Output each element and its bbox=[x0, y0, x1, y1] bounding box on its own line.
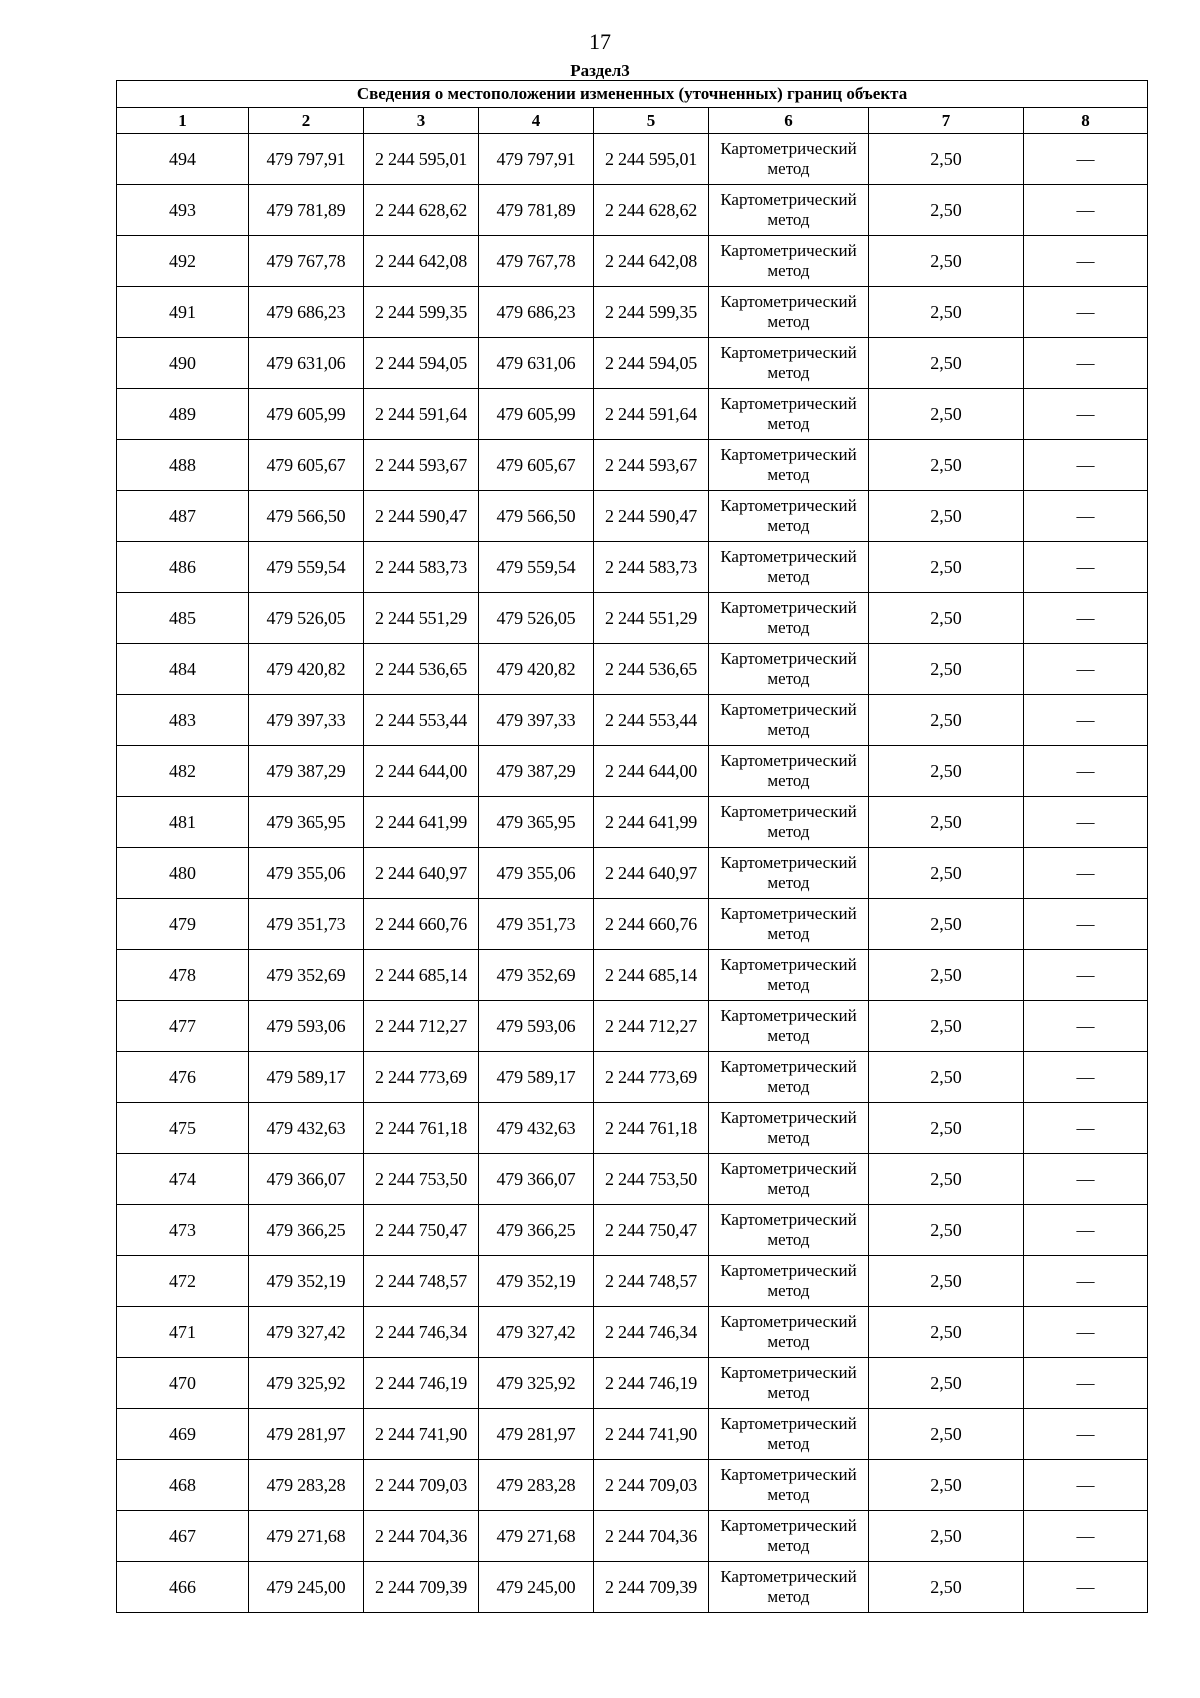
refined-y-cell: 2 244 536,65 bbox=[594, 644, 709, 695]
existing-x-cell: 479 387,29 bbox=[249, 746, 364, 797]
existing-y-cell: 2 244 660,76 bbox=[364, 899, 479, 950]
note-cell: — bbox=[1024, 389, 1148, 440]
refined-x-cell: 479 327,42 bbox=[479, 1307, 594, 1358]
note-cell: — bbox=[1024, 1409, 1148, 1460]
existing-y-cell: 2 244 704,36 bbox=[364, 1511, 479, 1562]
refined-x-cell: 479 526,05 bbox=[479, 593, 594, 644]
existing-y-cell: 2 244 642,08 bbox=[364, 236, 479, 287]
refined-x-cell: 479 605,99 bbox=[479, 389, 594, 440]
point-number-cell: 485 bbox=[117, 593, 249, 644]
point-number-cell: 494 bbox=[117, 134, 249, 185]
table-row bbox=[117, 695, 1148, 746]
existing-y-cell: 2 244 761,18 bbox=[364, 1103, 479, 1154]
existing-y-cell: 2 244 746,34 bbox=[364, 1307, 479, 1358]
column-number-7: 7 bbox=[869, 108, 1024, 134]
table-row bbox=[117, 593, 1148, 644]
refined-x-cell: 479 781,89 bbox=[479, 185, 594, 236]
existing-x-cell: 479 767,78 bbox=[249, 236, 364, 287]
coordinates-table bbox=[116, 80, 1148, 1613]
table-row bbox=[117, 1001, 1148, 1052]
method-cell: Картометрический метод bbox=[709, 593, 869, 644]
note-cell: — bbox=[1024, 1205, 1148, 1256]
existing-y-cell: 2 244 712,27 bbox=[364, 1001, 479, 1052]
table-row bbox=[117, 797, 1148, 848]
existing-y-cell: 2 244 551,29 bbox=[364, 593, 479, 644]
method-cell: Картометрический метод bbox=[709, 746, 869, 797]
refined-x-cell: 479 351,73 bbox=[479, 899, 594, 950]
refined-y-cell: 2 244 773,69 bbox=[594, 1052, 709, 1103]
refined-y-cell: 2 244 641,99 bbox=[594, 797, 709, 848]
note-cell: — bbox=[1024, 746, 1148, 797]
refined-x-cell: 479 797,91 bbox=[479, 134, 594, 185]
column-number-3: 3 bbox=[364, 108, 479, 134]
note-cell: — bbox=[1024, 1511, 1148, 1562]
point-number-cell: 492 bbox=[117, 236, 249, 287]
method-cell: Картометрический метод bbox=[709, 1460, 869, 1511]
accuracy-cell: 2,50 bbox=[869, 491, 1024, 542]
refined-x-cell: 479 325,92 bbox=[479, 1358, 594, 1409]
existing-x-cell: 479 365,95 bbox=[249, 797, 364, 848]
point-number-cell: 490 bbox=[117, 338, 249, 389]
existing-x-cell: 479 686,23 bbox=[249, 287, 364, 338]
existing-y-cell: 2 244 709,39 bbox=[364, 1562, 479, 1613]
note-cell: — bbox=[1024, 1001, 1148, 1052]
note-cell: — bbox=[1024, 134, 1148, 185]
existing-y-cell: 2 244 591,64 bbox=[364, 389, 479, 440]
method-cell: Картометрический метод bbox=[709, 1358, 869, 1409]
point-number-cell: 478 bbox=[117, 950, 249, 1001]
refined-y-cell: 2 244 594,05 bbox=[594, 338, 709, 389]
accuracy-cell: 2,50 bbox=[869, 1409, 1024, 1460]
accuracy-cell: 2,50 bbox=[869, 389, 1024, 440]
note-cell: — bbox=[1024, 848, 1148, 899]
refined-y-cell: 2 244 593,67 bbox=[594, 440, 709, 491]
method-cell: Картометрический метод bbox=[709, 950, 869, 1001]
refined-y-cell: 2 244 599,35 bbox=[594, 287, 709, 338]
point-number-cell: 474 bbox=[117, 1154, 249, 1205]
accuracy-cell: 2,50 bbox=[869, 1307, 1024, 1358]
point-number-cell: 471 bbox=[117, 1307, 249, 1358]
refined-x-cell: 479 387,29 bbox=[479, 746, 594, 797]
point-number-cell: 479 bbox=[117, 899, 249, 950]
existing-y-cell: 2 244 594,05 bbox=[364, 338, 479, 389]
existing-x-cell: 479 781,89 bbox=[249, 185, 364, 236]
method-cell: Картометрический метод bbox=[709, 1562, 869, 1613]
existing-x-cell: 479 566,50 bbox=[249, 491, 364, 542]
existing-x-cell: 479 526,05 bbox=[249, 593, 364, 644]
refined-y-cell: 2 244 642,08 bbox=[594, 236, 709, 287]
accuracy-cell: 2,50 bbox=[869, 1358, 1024, 1409]
refined-x-cell: 479 767,78 bbox=[479, 236, 594, 287]
note-cell: — bbox=[1024, 1460, 1148, 1511]
refined-y-cell: 2 244 595,01 bbox=[594, 134, 709, 185]
method-cell: Картометрический метод bbox=[709, 1103, 869, 1154]
accuracy-cell: 2,50 bbox=[869, 287, 1024, 338]
point-number-cell: 483 bbox=[117, 695, 249, 746]
table-row bbox=[117, 1256, 1148, 1307]
refined-x-cell: 479 566,50 bbox=[479, 491, 594, 542]
existing-y-cell: 2 244 640,97 bbox=[364, 848, 479, 899]
refined-y-cell: 2 244 750,47 bbox=[594, 1205, 709, 1256]
accuracy-cell: 2,50 bbox=[869, 593, 1024, 644]
refined-x-cell: 479 605,67 bbox=[479, 440, 594, 491]
note-cell: — bbox=[1024, 236, 1148, 287]
note-cell: — bbox=[1024, 1052, 1148, 1103]
existing-y-cell: 2 244 628,62 bbox=[364, 185, 479, 236]
note-cell: — bbox=[1024, 1103, 1148, 1154]
existing-y-cell: 2 244 595,01 bbox=[364, 134, 479, 185]
point-number-cell: 477 bbox=[117, 1001, 249, 1052]
note-cell: — bbox=[1024, 899, 1148, 950]
accuracy-cell: 2,50 bbox=[869, 440, 1024, 491]
refined-x-cell: 479 593,06 bbox=[479, 1001, 594, 1052]
refined-y-cell: 2 244 746,34 bbox=[594, 1307, 709, 1358]
refined-y-cell: 2 244 746,19 bbox=[594, 1358, 709, 1409]
point-number-cell: 470 bbox=[117, 1358, 249, 1409]
existing-y-cell: 2 244 741,90 bbox=[364, 1409, 479, 1460]
table-row bbox=[117, 1052, 1148, 1103]
accuracy-cell: 2,50 bbox=[869, 236, 1024, 287]
refined-x-cell: 479 686,23 bbox=[479, 287, 594, 338]
table-row bbox=[117, 389, 1148, 440]
table-row bbox=[117, 1205, 1148, 1256]
existing-x-cell: 479 366,07 bbox=[249, 1154, 364, 1205]
point-number-cell: 489 bbox=[117, 389, 249, 440]
point-number-cell: 482 bbox=[117, 746, 249, 797]
existing-x-cell: 479 420,82 bbox=[249, 644, 364, 695]
refined-x-cell: 479 365,95 bbox=[479, 797, 594, 848]
refined-y-cell: 2 244 709,03 bbox=[594, 1460, 709, 1511]
refined-x-cell: 479 631,06 bbox=[479, 338, 594, 389]
refined-y-cell: 2 244 741,90 bbox=[594, 1409, 709, 1460]
accuracy-cell: 2,50 bbox=[869, 1205, 1024, 1256]
point-number-cell: 484 bbox=[117, 644, 249, 695]
accuracy-cell: 2,50 bbox=[869, 338, 1024, 389]
refined-y-cell: 2 244 685,14 bbox=[594, 950, 709, 1001]
method-cell: Картометрический метод bbox=[709, 1205, 869, 1256]
note-cell: — bbox=[1024, 338, 1148, 389]
existing-y-cell: 2 244 553,44 bbox=[364, 695, 479, 746]
point-number-cell: 466 bbox=[117, 1562, 249, 1613]
point-number-cell: 475 bbox=[117, 1103, 249, 1154]
table-row bbox=[117, 1307, 1148, 1358]
table-row bbox=[117, 1103, 1148, 1154]
note-cell: — bbox=[1024, 797, 1148, 848]
refined-y-cell: 2 244 583,73 bbox=[594, 542, 709, 593]
table-row bbox=[117, 338, 1148, 389]
accuracy-cell: 2,50 bbox=[869, 644, 1024, 695]
existing-x-cell: 479 281,97 bbox=[249, 1409, 364, 1460]
point-number-cell: 469 bbox=[117, 1409, 249, 1460]
accuracy-cell: 2,50 bbox=[869, 1460, 1024, 1511]
table-row bbox=[117, 236, 1148, 287]
note-cell: — bbox=[1024, 185, 1148, 236]
table-row bbox=[117, 1460, 1148, 1511]
existing-x-cell: 479 366,25 bbox=[249, 1205, 364, 1256]
accuracy-cell: 2,50 bbox=[869, 1154, 1024, 1205]
refined-y-cell: 2 244 660,76 bbox=[594, 899, 709, 950]
refined-x-cell: 479 420,82 bbox=[479, 644, 594, 695]
accuracy-cell: 2,50 bbox=[869, 848, 1024, 899]
existing-x-cell: 479 355,06 bbox=[249, 848, 364, 899]
note-cell: — bbox=[1024, 1256, 1148, 1307]
existing-y-cell: 2 244 590,47 bbox=[364, 491, 479, 542]
point-number-cell: 481 bbox=[117, 797, 249, 848]
table-row bbox=[117, 1511, 1148, 1562]
refined-x-cell: 479 366,07 bbox=[479, 1154, 594, 1205]
column-number-6: 6 bbox=[709, 108, 869, 134]
refined-x-cell: 479 432,63 bbox=[479, 1103, 594, 1154]
method-cell: Картометрический метод bbox=[709, 1409, 869, 1460]
existing-y-cell: 2 244 709,03 bbox=[364, 1460, 479, 1511]
accuracy-cell: 2,50 bbox=[869, 1511, 1024, 1562]
method-cell: Картометрический метод bbox=[709, 542, 869, 593]
refined-x-cell: 479 245,00 bbox=[479, 1562, 594, 1613]
point-number-cell: 467 bbox=[117, 1511, 249, 1562]
note-cell: — bbox=[1024, 542, 1148, 593]
note-cell: — bbox=[1024, 1154, 1148, 1205]
note-cell: — bbox=[1024, 950, 1148, 1001]
point-number-cell: 476 bbox=[117, 1052, 249, 1103]
point-number-cell: 488 bbox=[117, 440, 249, 491]
method-cell: Картометрический метод bbox=[709, 644, 869, 695]
point-number-cell: 468 bbox=[117, 1460, 249, 1511]
table-row bbox=[117, 185, 1148, 236]
refined-x-cell: 479 355,06 bbox=[479, 848, 594, 899]
accuracy-cell: 2,50 bbox=[869, 1562, 1024, 1613]
existing-x-cell: 479 325,92 bbox=[249, 1358, 364, 1409]
point-number-cell: 473 bbox=[117, 1205, 249, 1256]
column-number-2: 2 bbox=[249, 108, 364, 134]
method-cell: Картометрический метод bbox=[709, 389, 869, 440]
existing-y-cell: 2 244 748,57 bbox=[364, 1256, 479, 1307]
method-cell: Картометрический метод bbox=[709, 287, 869, 338]
method-cell: Картометрический метод bbox=[709, 1154, 869, 1205]
table-row bbox=[117, 491, 1148, 542]
table-row bbox=[117, 440, 1148, 491]
existing-x-cell: 479 797,91 bbox=[249, 134, 364, 185]
method-cell: Картометрический метод bbox=[709, 185, 869, 236]
existing-x-cell: 479 605,67 bbox=[249, 440, 364, 491]
accuracy-cell: 2,50 bbox=[869, 695, 1024, 746]
point-number-cell: 472 bbox=[117, 1256, 249, 1307]
table-row bbox=[117, 1409, 1148, 1460]
note-cell: — bbox=[1024, 644, 1148, 695]
note-cell: — bbox=[1024, 440, 1148, 491]
table-body bbox=[117, 134, 1148, 1613]
refined-x-cell: 479 283,28 bbox=[479, 1460, 594, 1511]
refined-y-cell: 2 244 761,18 bbox=[594, 1103, 709, 1154]
existing-x-cell: 479 352,69 bbox=[249, 950, 364, 1001]
note-cell: — bbox=[1024, 287, 1148, 338]
existing-y-cell: 2 244 536,65 bbox=[364, 644, 479, 695]
existing-y-cell: 2 244 750,47 bbox=[364, 1205, 479, 1256]
page-number: 17 bbox=[589, 29, 611, 54]
method-cell: Картометрический метод bbox=[709, 440, 869, 491]
existing-y-cell: 2 244 773,69 bbox=[364, 1052, 479, 1103]
existing-y-cell: 2 244 644,00 bbox=[364, 746, 479, 797]
refined-y-cell: 2 244 704,36 bbox=[594, 1511, 709, 1562]
note-cell: — bbox=[1024, 695, 1148, 746]
point-number-cell: 486 bbox=[117, 542, 249, 593]
existing-x-cell: 479 559,54 bbox=[249, 542, 364, 593]
accuracy-cell: 2,50 bbox=[869, 950, 1024, 1001]
accuracy-cell: 2,50 bbox=[869, 1052, 1024, 1103]
method-cell: Картометрический метод bbox=[709, 848, 869, 899]
point-number-cell: 493 bbox=[117, 185, 249, 236]
refined-y-cell: 2 244 591,64 bbox=[594, 389, 709, 440]
refined-x-cell: 479 559,54 bbox=[479, 542, 594, 593]
table-row bbox=[117, 542, 1148, 593]
existing-y-cell: 2 244 583,73 bbox=[364, 542, 479, 593]
point-number-cell: 480 bbox=[117, 848, 249, 899]
method-cell: Картометрический метод bbox=[709, 797, 869, 848]
method-cell: Картометрический метод bbox=[709, 134, 869, 185]
table-row bbox=[117, 287, 1148, 338]
existing-x-cell: 479 352,19 bbox=[249, 1256, 364, 1307]
existing-y-cell: 2 244 753,50 bbox=[364, 1154, 479, 1205]
method-cell: Картометрический метод bbox=[709, 899, 869, 950]
column-number-8: 8 bbox=[1024, 108, 1148, 134]
table-row bbox=[117, 134, 1148, 185]
table-row bbox=[117, 1358, 1148, 1409]
table-row bbox=[117, 950, 1148, 1001]
refined-y-cell: 2 244 551,29 bbox=[594, 593, 709, 644]
accuracy-cell: 2,50 bbox=[869, 542, 1024, 593]
existing-y-cell: 2 244 599,35 bbox=[364, 287, 479, 338]
existing-y-cell: 2 244 593,67 bbox=[364, 440, 479, 491]
existing-y-cell: 2 244 685,14 bbox=[364, 950, 479, 1001]
method-cell: Картометрический метод bbox=[709, 1052, 869, 1103]
accuracy-cell: 2,50 bbox=[869, 185, 1024, 236]
existing-x-cell: 479 397,33 bbox=[249, 695, 364, 746]
table-caption: Сведения о местоположении измененных (уточненных) границ объекта bbox=[117, 81, 1148, 108]
refined-y-cell: 2 244 748,57 bbox=[594, 1256, 709, 1307]
existing-x-cell: 479 283,28 bbox=[249, 1460, 364, 1511]
refined-y-cell: 2 244 644,00 bbox=[594, 746, 709, 797]
refined-y-cell: 2 244 590,47 bbox=[594, 491, 709, 542]
refined-x-cell: 479 352,69 bbox=[479, 950, 594, 1001]
table-row bbox=[117, 848, 1148, 899]
refined-y-cell: 2 244 628,62 bbox=[594, 185, 709, 236]
point-number-cell: 487 bbox=[117, 491, 249, 542]
existing-y-cell: 2 244 641,99 bbox=[364, 797, 479, 848]
refined-y-cell: 2 244 709,39 bbox=[594, 1562, 709, 1613]
note-cell: — bbox=[1024, 491, 1148, 542]
note-cell: — bbox=[1024, 1358, 1148, 1409]
table-row bbox=[117, 899, 1148, 950]
existing-x-cell: 479 605,99 bbox=[249, 389, 364, 440]
existing-x-cell: 479 593,06 bbox=[249, 1001, 364, 1052]
refined-x-cell: 479 281,97 bbox=[479, 1409, 594, 1460]
method-cell: Картометрический метод bbox=[709, 491, 869, 542]
method-cell: Картометрический метод bbox=[709, 695, 869, 746]
accuracy-cell: 2,50 bbox=[869, 797, 1024, 848]
accuracy-cell: 2,50 bbox=[869, 134, 1024, 185]
note-cell: — bbox=[1024, 593, 1148, 644]
refined-y-cell: 2 244 553,44 bbox=[594, 695, 709, 746]
table-row bbox=[117, 1562, 1148, 1613]
accuracy-cell: 2,50 bbox=[869, 1103, 1024, 1154]
method-cell: Картометрический метод bbox=[709, 1001, 869, 1052]
refined-x-cell: 479 271,68 bbox=[479, 1511, 594, 1562]
column-number-5: 5 bbox=[594, 108, 709, 134]
refined-x-cell: 479 589,17 bbox=[479, 1052, 594, 1103]
method-cell: Картометрический метод bbox=[709, 236, 869, 287]
column-number-4: 4 bbox=[479, 108, 594, 134]
accuracy-cell: 2,50 bbox=[869, 1256, 1024, 1307]
existing-x-cell: 479 631,06 bbox=[249, 338, 364, 389]
refined-y-cell: 2 244 712,27 bbox=[594, 1001, 709, 1052]
note-cell: — bbox=[1024, 1307, 1148, 1358]
existing-x-cell: 479 327,42 bbox=[249, 1307, 364, 1358]
method-cell: Картометрический метод bbox=[709, 338, 869, 389]
table-row bbox=[117, 644, 1148, 695]
table-row bbox=[117, 746, 1148, 797]
existing-x-cell: 479 245,00 bbox=[249, 1562, 364, 1613]
point-number-cell: 491 bbox=[117, 287, 249, 338]
accuracy-cell: 2,50 bbox=[869, 1001, 1024, 1052]
method-cell: Картометрический метод bbox=[709, 1256, 869, 1307]
accuracy-cell: 2,50 bbox=[869, 746, 1024, 797]
accuracy-cell: 2,50 bbox=[869, 899, 1024, 950]
note-cell: — bbox=[1024, 1562, 1148, 1613]
table-row bbox=[117, 1154, 1148, 1205]
section-title: Раздел3 bbox=[570, 61, 630, 80]
refined-x-cell: 479 366,25 bbox=[479, 1205, 594, 1256]
existing-x-cell: 479 432,63 bbox=[249, 1103, 364, 1154]
existing-x-cell: 479 271,68 bbox=[249, 1511, 364, 1562]
existing-y-cell: 2 244 746,19 bbox=[364, 1358, 479, 1409]
method-cell: Картометрический метод bbox=[709, 1511, 869, 1562]
refined-x-cell: 479 397,33 bbox=[479, 695, 594, 746]
refined-x-cell: 479 352,19 bbox=[479, 1256, 594, 1307]
existing-x-cell: 479 589,17 bbox=[249, 1052, 364, 1103]
existing-x-cell: 479 351,73 bbox=[249, 899, 364, 950]
column-number-1: 1 bbox=[117, 108, 249, 134]
refined-y-cell: 2 244 753,50 bbox=[594, 1154, 709, 1205]
refined-y-cell: 2 244 640,97 bbox=[594, 848, 709, 899]
method-cell: Картометрический метод bbox=[709, 1307, 869, 1358]
